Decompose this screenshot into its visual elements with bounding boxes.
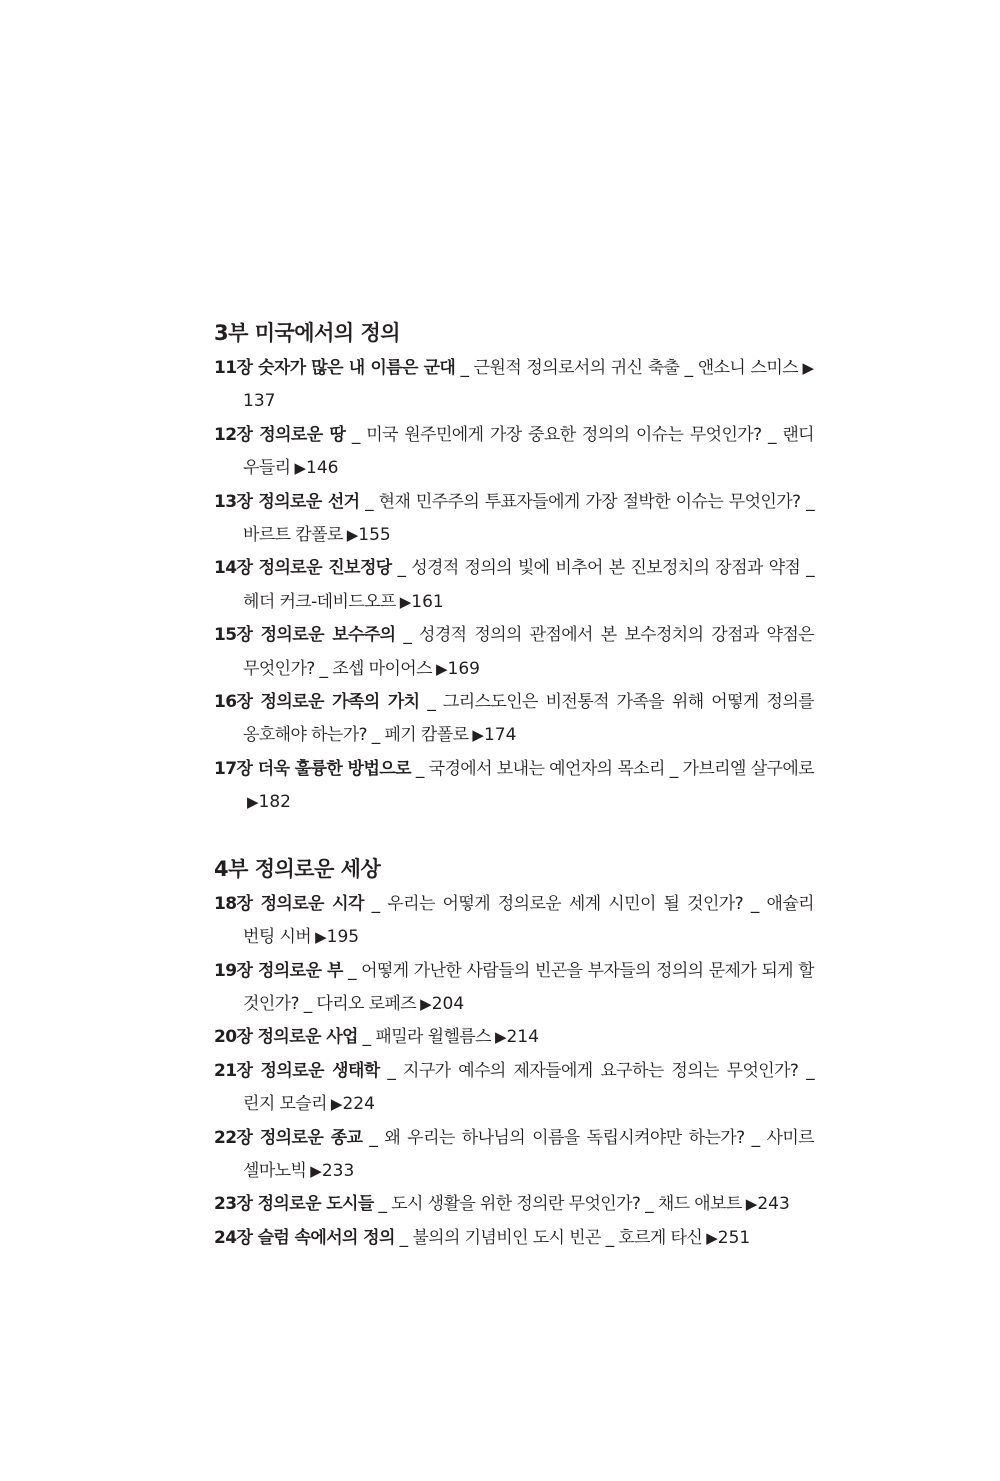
arrow-icon: ▶ xyxy=(435,659,448,678)
toc-entry xyxy=(214,753,814,820)
chapter-description: _ 성경적 정의의 빛에 비추어 본 진보정치의 장점과 약점 _ 헤더 커크-데비드오프 xyxy=(243,558,814,612)
chapter-title: 22장 정의로운 종교 xyxy=(214,1127,363,1148)
chapter-description: _ 국경에서 보내는 예언자의 목소리 _ 가브리엘 살구에로 xyxy=(415,758,814,779)
arrow-icon: ▶ xyxy=(310,1161,322,1180)
page-number: 137 xyxy=(243,391,276,412)
arrow-icon: ▶ xyxy=(330,1095,343,1114)
arrow-icon: ▶ xyxy=(745,1195,758,1214)
chapter-description: _ 우리는 어떻게 정의로운 세계 시민이 될 것인가? _ 애슐리 번팅 시버 xyxy=(243,893,814,948)
page-number: 169 xyxy=(447,658,480,679)
chapter-title: 14장 정의로운 진보정당 xyxy=(214,558,392,579)
arrow-icon: ▶ xyxy=(706,1228,718,1247)
chapter-description: _ 그리스도인은 비전통적 가족을 위해 어떻게 정의를 옹호해야 하는가? _ 페기 캄폴로 xyxy=(243,692,814,746)
arrow-icon: ▶ xyxy=(801,359,814,377)
chapter-description: _ 패밀라 윌헬름스 xyxy=(362,1027,491,1048)
toc-entry xyxy=(214,1222,814,1255)
toc-entry xyxy=(214,1021,814,1054)
arrow-icon: ▶ xyxy=(315,928,327,947)
page-number: 204 xyxy=(431,993,465,1014)
toc-entry xyxy=(214,1055,814,1122)
toc-entry xyxy=(214,888,814,955)
toc-entry xyxy=(214,352,814,419)
chapter-description: _ 현재 민주주의 투표자들에게 가장 절박한 이슈는 무엇인가? _ 바르트 캄폴로 xyxy=(243,491,814,546)
arrow-icon: ▶ xyxy=(399,592,412,611)
chapter-title: 18장 정의로운 시각 xyxy=(214,893,364,914)
toc-entry xyxy=(214,419,814,486)
page-number: 146 xyxy=(306,458,339,479)
page-number: 161 xyxy=(411,591,444,612)
toc-entry xyxy=(214,619,814,686)
chapter-title: 15장 정의로운 보수주의 xyxy=(214,625,396,646)
arrow-icon: ▶ xyxy=(494,1028,507,1047)
page-number: 243 xyxy=(757,1194,790,1215)
toc-entry xyxy=(214,1122,814,1189)
chapter-title: 13장 정의로운 선거 xyxy=(214,491,360,512)
chapter-title: 11장 숫자가 많은 내 이름은 군대 xyxy=(214,358,456,378)
chapter-title: 21장 정의로운 생태학 xyxy=(214,1060,380,1081)
page-number: 251 xyxy=(717,1227,751,1248)
page-number: 174 xyxy=(483,725,517,746)
table-of-contents xyxy=(214,318,814,1255)
chapter-title: 12장 정의로운 땅 xyxy=(214,424,346,445)
chapter-title: 20장 정의로운 사업 xyxy=(214,1027,358,1048)
toc-entry xyxy=(214,1188,814,1221)
toc-entry xyxy=(214,955,814,1022)
page-number: 195 xyxy=(326,927,360,948)
chapter-title: 16장 정의로운 가족의 가치 xyxy=(214,692,420,713)
page-number: 155 xyxy=(358,525,391,546)
arrow-icon: ▶ xyxy=(420,994,432,1013)
arrow-icon: ▶ xyxy=(472,726,484,745)
page-number: 233 xyxy=(321,1160,355,1181)
chapter-title: 19장 정의로운 부 xyxy=(214,960,343,981)
part-3 xyxy=(214,318,814,820)
part-4 xyxy=(214,854,814,1255)
page-number: 182 xyxy=(258,792,291,813)
page-number: 214 xyxy=(506,1027,539,1048)
toc-entry xyxy=(214,686,814,753)
toc-entry xyxy=(214,486,814,553)
arrow-icon: ▶ xyxy=(294,459,307,478)
chapter-description: _ 미국 원주민에게 가장 중요한 정의의 이슈는 무엇인가? _ 랜디 우들리 xyxy=(243,424,814,479)
chapter-title: 23장 정의로운 도시들 xyxy=(214,1194,374,1215)
chapter-description: _ 도시 생활을 위한 정의란 무엇인가? _ 채드 애보트 xyxy=(378,1194,742,1215)
chapter-description: _ 불의의 기념비인 도시 빈곤 _ 호르게 타신 xyxy=(399,1227,703,1248)
chapter-title: 24장 슬럼 속에서의 정의 xyxy=(214,1227,395,1248)
part-title: 3부 미국에서의 정의 xyxy=(214,321,401,345)
chapter-description: _ 지구가 예수의 제자들에게 요구하는 정의는 무엇인가? _ 린지 모슬리 xyxy=(243,1060,814,1115)
chapter-description: _ 성경적 정의의 관점에서 본 보수정치의 강점과 약점은 무엇인가? _ 조셉 마이어스 xyxy=(243,625,814,679)
toc-entry xyxy=(214,552,814,619)
arrow-icon: ▶ xyxy=(247,793,259,812)
chapter-description: _ 근원적 정의로서의 귀신 축출 _ 앤소니 스미스 xyxy=(460,358,798,378)
chapter-description: _ 어떻게 가난한 사람들의 빈곤을 부자들의 정의의 문제가 되게 할 것인가? _ 다리오 로페즈 xyxy=(243,960,815,1014)
part-title: 4부 정의로운 세상 xyxy=(214,856,381,881)
page-number: 224 xyxy=(342,1094,375,1115)
chapter-title: 17장 더욱 훌륭한 방법으로 xyxy=(214,758,411,779)
arrow-icon: ▶ xyxy=(346,526,359,545)
chapter-description: _ 왜 우리는 하나님의 이름을 독립시켜야만 하는가? _ 사미르 셀마노빅 xyxy=(243,1127,814,1181)
